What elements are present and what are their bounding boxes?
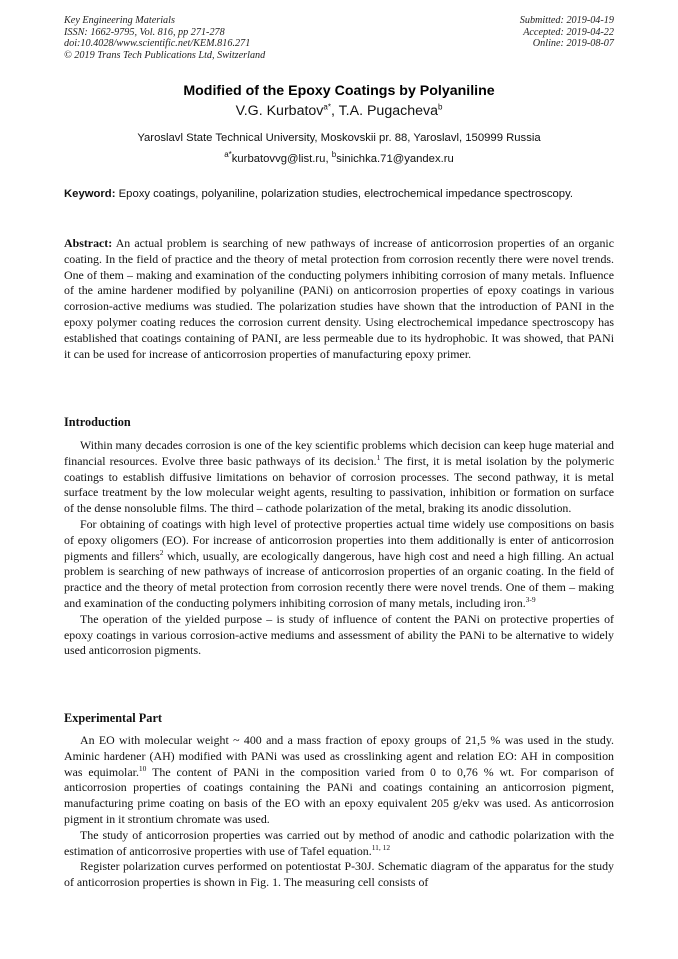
journal-info — [64, 15, 265, 61]
affiliation: Yaroslavl State Technical University, Moskovskii pr. 88, Yaroslavl, 150999 Russia — [137, 132, 541, 144]
paragraph-text: The content of PANi in the composition varied from 0 to 0,76 % wt. For comparison of anticorrosion properties of coatings containing the PANi and coatings containing an anticorrosion pigment, manufacturing prime coating on basis of the EO with an epoxy equivalent 205 g/ekv was used. As anticorrosion pigment in it strontium chromate was used. — [64, 764, 614, 826]
journal-name: Key Engineering Materials — [64, 15, 175, 26]
email-separator: , — [325, 153, 332, 165]
keyword-text: Epoxy coatings, polyaniline, polarization studies, electrochemical impedance spectroscopy. — [115, 188, 574, 200]
accepted-date: Accepted: 2019-04-22 — [523, 26, 614, 38]
keyword-label: Keyword: — [64, 188, 116, 200]
abstract — [64, 236, 614, 362]
abstract-text: An actual problem is searching of new pathways of increase of anticorrosion properties of an organic coating. In the field of practice and the theory of metal protection from corrosion recently there were novel trends. One of them – making and examination of the conducting polymers inhibiting corrosion of many metals. Influence of the amine hardener modified by polyaniline (PANi) on anticorrosion properties of epoxy coatings in various corrosion-active mediums was studied. The polarization studies have shown that the introduction of PANI in the epoxy polymer coating reduces the corrosion current density. Using electrochemical impedance spectroscopy has established that coatings containing of PANI, are less permeable due to its hydrophobic. It was showed, that PANi it can be used for increase of anticorrosion properties of manufacturing epoxy primer. — [64, 236, 614, 361]
submitted-date: Submitted: 2019-04-19 — [519, 15, 614, 26]
author-name: V.G. Kurbatov — [235, 103, 324, 119]
section-heading-introduction: Introduction — [64, 415, 131, 429]
paper-title: Modified of the Epoxy Coatings by Polyaniline — [183, 83, 495, 99]
keywords — [64, 187, 614, 201]
email-address: sinichka.71@yandex.ru — [336, 153, 454, 165]
author-affil-mark: a* — [323, 102, 331, 112]
paragraph-text: For obtaining of coatings with high level of protective properties actual time widely use compositions on basis of epoxy oligomers (EO). For increase of anticorrosion properties into them additionally is enter of anticorrosion pigments and fillers — [64, 516, 614, 563]
paragraph-text: which, usually, are ecologically dangerous, have high cost and need a high filling. An actual problem is searching of new pathways of increase of anticorrosion properties of an organic coating. In the field of practice and the theory of metal protection from corrosion recently there were novel trends. One of them – making and examination of the conducting polymers inhibiting corrosion of many metals, including iron. — [64, 548, 615, 610]
journal-copyright: © 2019 Trans Tech Publications Ltd, Switzerland — [64, 49, 266, 61]
citation-ref: 11, 12 — [371, 842, 391, 852]
paragraph-text: The first, it is metal isolation by the polymeric coatings to establish diffusive limitations on behavior of corrosion processes. The second pathway, it is metal surface treatment by the low molecular weight agents, resulting to passivation, inhibition or formation on surface of the dense nonsoluble films. The third – cathode polarization of the metal, braking its anodic dissolution. — [64, 453, 614, 516]
paragraph-text: Within many decades corrosion is one of the key scientific problems which decision can keep huge material and financial resources. Evolve three basic pathways of its decision. — [64, 438, 614, 468]
paragraph-text: The study of anticorrosion properties was carried out by method of anodic and cathodic polarization with the estimation of anticorrosive properties with use of Tafel equation. — [64, 827, 614, 858]
email-address: kurbatovvg@list.ru — [231, 153, 326, 165]
author-name: T.A. Pugacheva — [338, 103, 438, 119]
paragraph — [64, 733, 614, 828]
paragraph: Register polarization curves performed on potentiostat P-30J. Schematic diagram of the apparatus for the study of anticorrosion properties is shown in Fig. 1. The measuring cell consists of — [64, 859, 614, 890]
paragraph — [64, 438, 614, 517]
email-affil-mark: b — [331, 150, 337, 160]
experimental-section — [64, 733, 614, 891]
author-emails — [0, 150, 678, 165]
author-separator: , — [330, 103, 339, 119]
journal-doi: doi:10.4028/www.scientific.net/KEM.816.271 — [64, 38, 251, 50]
dates-info — [520, 15, 614, 50]
paragraph — [64, 517, 614, 612]
citation-ref: 3-9 — [525, 595, 536, 604]
section-heading-experimental: Experimental Part — [64, 711, 163, 725]
citation-ref: 1 — [376, 452, 381, 462]
email-affil-mark: a* — [224, 150, 232, 160]
paragraph-text: An EO with molecular weight ~ 400 and a mass fraction of epoxy groups of 21,5 % was used in the study. Aminic hardener (AH) modified with PANi was used as crosslinking agent and relation EO: AH in composition was equimolar. — [64, 733, 614, 779]
abstract-paragraph — [64, 236, 614, 362]
citation-ref: 10 — [138, 763, 147, 773]
citation-ref: 2 — [159, 547, 164, 557]
introduction-section — [64, 438, 614, 659]
abstract-label: Abstract: — [64, 236, 113, 250]
paragraph: The operation of the yielded purpose – is study of influence of content the PANi on protective properties of epoxy coatings in various corrosion-active mediums and assessment of ability the PANi to be alternative to widely used anticorrosion pigments. — [64, 611, 614, 658]
author-list — [0, 103, 678, 119]
author-affil-mark: b — [437, 102, 443, 112]
journal-issn: ISSN: 1662-9795, Vol. 816, pp 271-278 — [64, 26, 225, 38]
online-date: Online: 2019-08-07 — [532, 38, 614, 50]
paragraph — [64, 828, 614, 860]
